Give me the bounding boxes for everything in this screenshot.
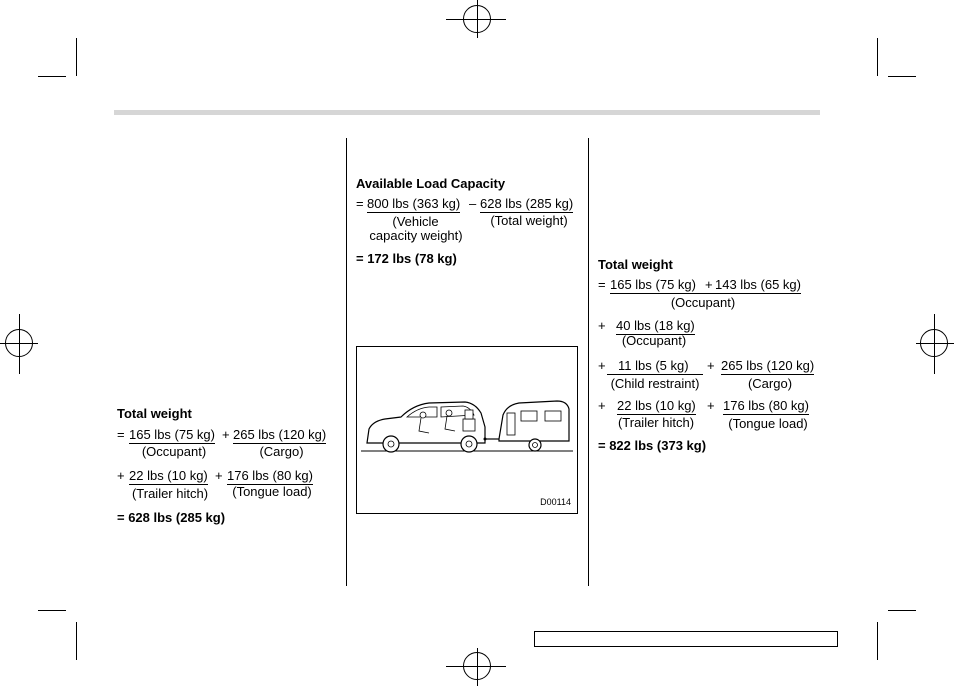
left-line2-op: + bbox=[215, 468, 223, 483]
left-line1-term1: 165 lbs (75 kg) bbox=[129, 427, 215, 442]
right-line4-label2: (Tongue load) bbox=[728, 416, 808, 431]
left-heading: Total weight bbox=[117, 406, 192, 421]
middle-result: = 172 lbs (78 kg) bbox=[356, 251, 457, 266]
right-line3-prefix: + bbox=[598, 358, 606, 373]
header-bar bbox=[114, 110, 820, 115]
right-line3-term2: 265 lbs (120 kg) bbox=[721, 358, 815, 373]
left-result: = 628 lbs (285 kg) bbox=[117, 510, 226, 525]
middle-line1-prefix: = bbox=[356, 196, 364, 211]
left-line1-prefix: = bbox=[117, 427, 125, 442]
right-line1-op: + bbox=[705, 277, 713, 292]
right-line1-term2: 143 lbs (65 kg) bbox=[715, 277, 801, 292]
left-line1-op: + bbox=[222, 427, 230, 442]
middle-line1-label1b: capacity weight) bbox=[369, 228, 463, 243]
column-divider-2 bbox=[588, 138, 589, 586]
figure-code: D00114 bbox=[540, 497, 571, 507]
right-line1-term1: 165 lbs (75 kg) bbox=[610, 277, 696, 292]
middle-heading: Available Load Capacity bbox=[356, 176, 506, 191]
column-divider-1 bbox=[346, 138, 347, 586]
left-line1-label2: (Cargo) bbox=[259, 444, 304, 459]
car-trailer-illustration bbox=[357, 347, 577, 513]
middle-line1-term2: 628 lbs (285 kg) bbox=[480, 196, 574, 211]
middle-line1-term1: 800 lbs (363 kg) bbox=[367, 196, 461, 211]
right-line3-label2: (Cargo) bbox=[747, 376, 793, 391]
right-line3-op: + bbox=[707, 358, 715, 373]
left-line2-label2: (Tongue load) bbox=[232, 484, 312, 499]
right-line3-term1: 11 lbs (5 kg) bbox=[618, 358, 689, 373]
right-line3-label1: (Child restraint) bbox=[610, 376, 700, 391]
right-line2-prefix: + bbox=[598, 318, 606, 333]
right-line4-term2: 176 lbs (80 kg) bbox=[723, 398, 809, 413]
towing-figure bbox=[356, 346, 578, 514]
middle-line1-label2: (Total weight) bbox=[490, 213, 568, 228]
right-line4-label1: (Trailer hitch) bbox=[617, 415, 695, 430]
right-line1-label: (Occupant) bbox=[670, 295, 736, 310]
right-heading: Total weight bbox=[598, 257, 673, 272]
right-line2-term1: 40 lbs (18 kg) bbox=[616, 318, 695, 333]
footer-box bbox=[534, 631, 838, 647]
left-line2-term2: 176 lbs (80 kg) bbox=[227, 468, 313, 483]
right-line1-prefix: = bbox=[598, 277, 606, 292]
right-line4-op: + bbox=[707, 398, 715, 413]
middle-line1-op: – bbox=[469, 196, 477, 211]
left-line2-prefix: + bbox=[117, 468, 125, 483]
right-line4-term1: 22 lbs (10 kg) bbox=[617, 398, 696, 413]
right-line4-prefix: + bbox=[598, 398, 606, 413]
right-result: = 822 lbs (373 kg) bbox=[598, 438, 707, 453]
middle-line1-label1a: (Vehicle bbox=[392, 214, 439, 229]
left-line2-label1: (Trailer hitch) bbox=[131, 486, 209, 501]
left-line1-label1: (Occupant) bbox=[141, 444, 207, 459]
left-line1-term2: 265 lbs (120 kg) bbox=[233, 427, 327, 442]
right-line2-label: (Occupant) bbox=[621, 333, 687, 348]
left-line2-term1: 22 lbs (10 kg) bbox=[129, 468, 208, 483]
